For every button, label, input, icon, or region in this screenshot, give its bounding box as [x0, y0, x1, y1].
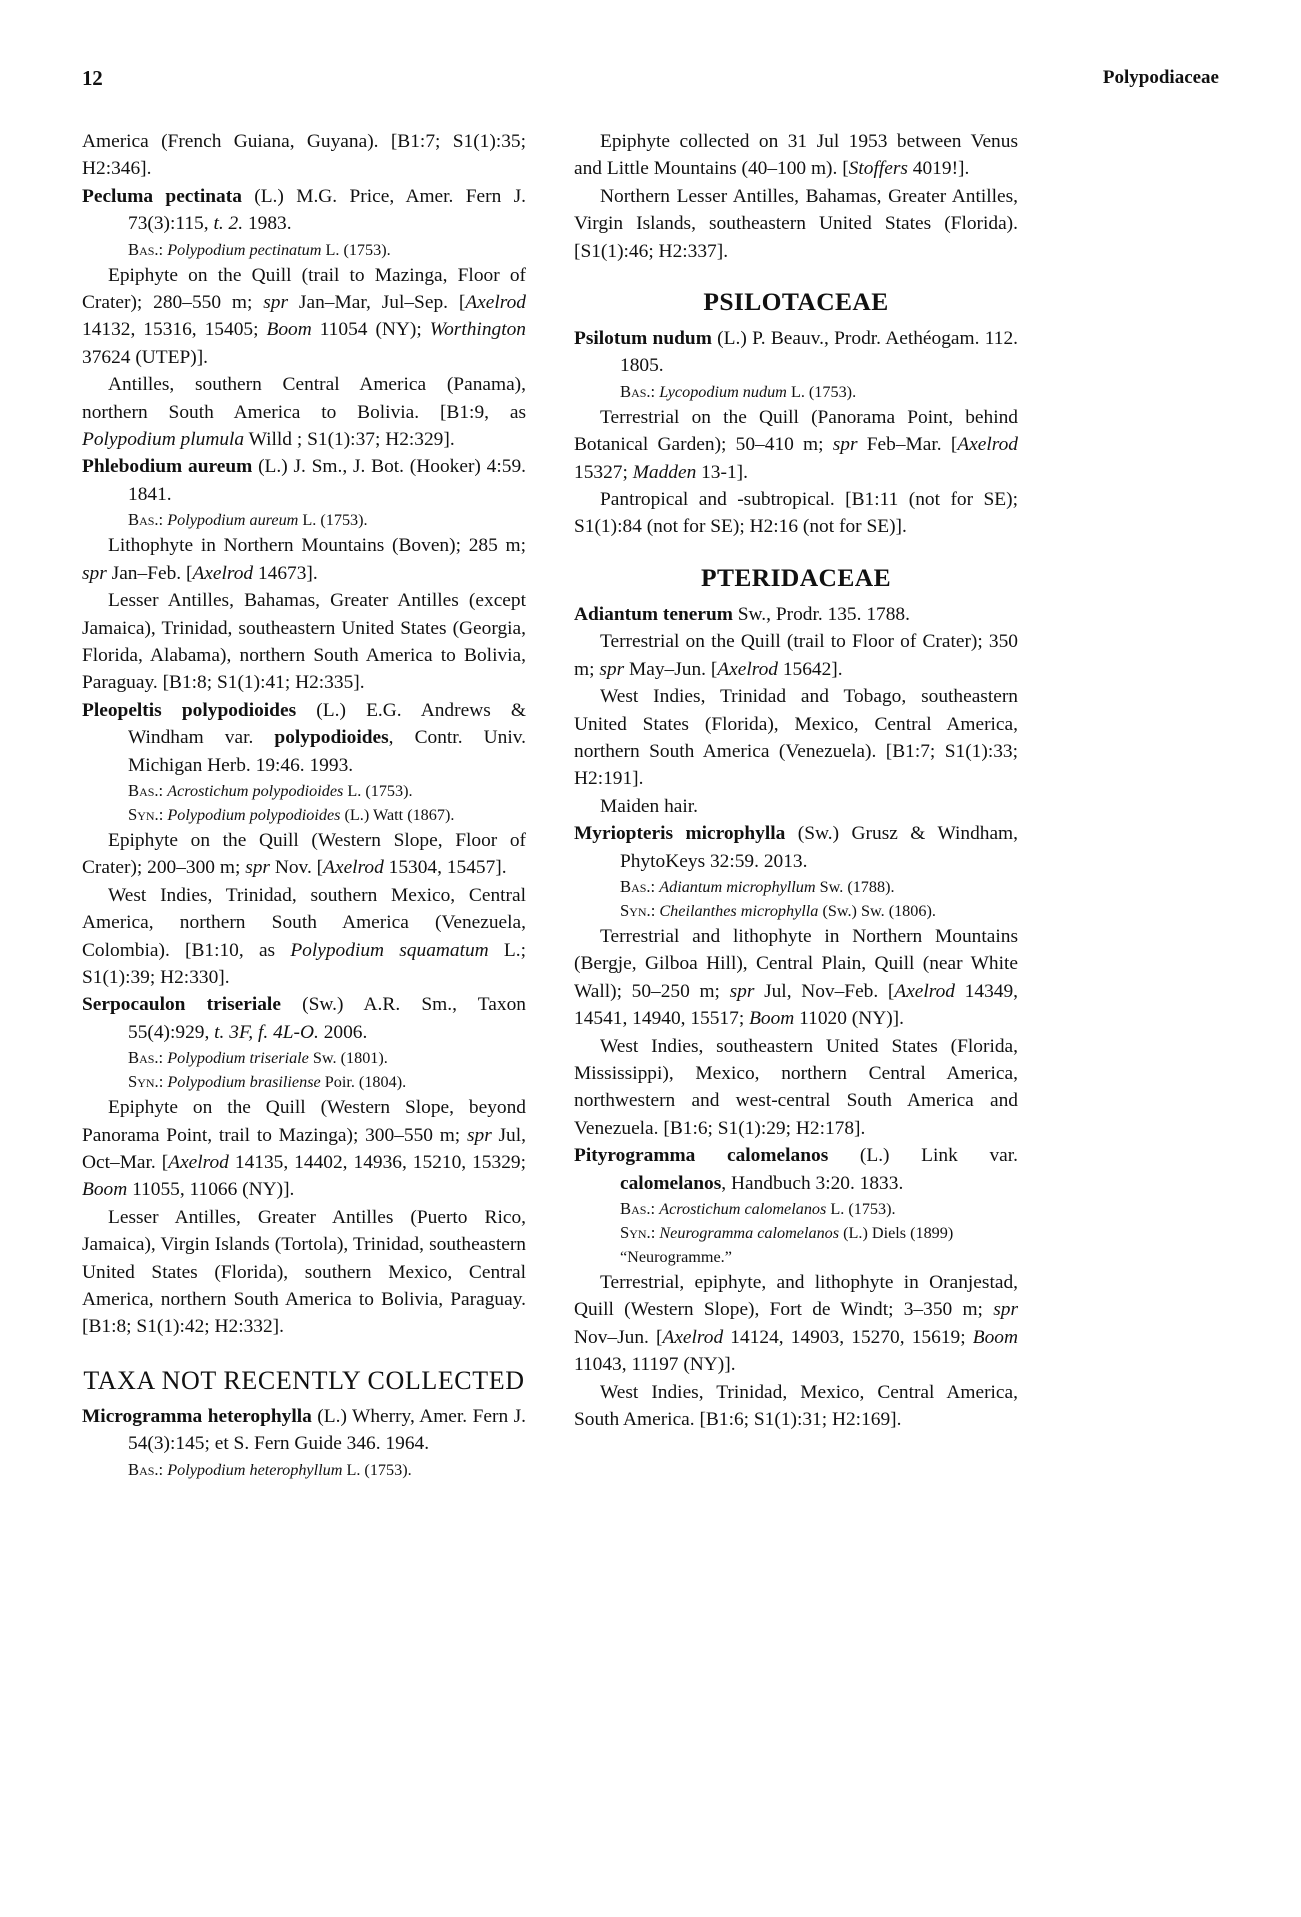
left-column: [82, 128, 526, 1482]
synonym-taxon: Polypodium pectinatum: [167, 240, 322, 259]
synonym-label: Bas.:: [128, 780, 164, 800]
family-heading: PSILOTACEAE: [703, 287, 889, 317]
synonym-label: Bas.:: [128, 510, 164, 530]
body-paragraph: Lesser Antilles, Bahamas, Greater Antilles (except Jamaica), Trinidad, southeastern United States (Georgia, Florida, Alabama), northern South America to Bolivia, Paraguay. [B1:8; S1(1):41; H2:335].: [82, 590, 526, 694]
body-paragraph: West Indies, Trinidad and Tobago, southeastern United States (Florida), Mexico, Central America, northern South America (Venezuela). [B1:7; S1(1):33; H2:191].: [574, 686, 1018, 790]
body-paragraph: Epiphyte on the Quill (Western Slope, beyond Panorama Point, trail to Mazinga); 300–550 m; spr Jul, Oct–Mar. [Axelrod 14135, 14402, 14936, 15210, 15329; Boom 11055, 11066 (NY)].: [82, 1097, 526, 1201]
body-paragraph: West Indies, southeastern United States (Florida, Mississippi), Mexico, northern Central America, northwestern and west-central South America and Venezuela. [B1:6; S1(1):29; H2:178].: [574, 1035, 1018, 1139]
synonym-line: Bas.: Lycopodium nudum L. (1753).: [620, 381, 857, 401]
running-head-title: Polypodiaceae: [1102, 67, 1219, 88]
page-number: 12: [82, 66, 103, 90]
body-paragraph: Pantropical and -subtropical. [B1:11 (not for SE); S1(1):84 (not for SE); H2:16 (not for SE)].: [574, 489, 1018, 538]
continuation-paragraph: America (French Guiana, Guyana). [B1:7; S1(1):35; H2:346].: [82, 131, 526, 180]
synonym-label: Bas.:: [128, 239, 164, 259]
synonym-line: Bas.: Acrostichum polypodioides L. (1753).: [128, 780, 413, 800]
synonym-taxon: Cheilanthes microphylla: [659, 901, 819, 920]
synonym-taxon: Acrostichum calomelanos: [659, 1200, 827, 1218]
synonym-line: Bas.: Acrostichum calomelanos L. (1753).: [620, 1199, 896, 1218]
species-name: Phlebodium aureum: [82, 456, 253, 478]
body-paragraph: Terrestrial and lithophyte in Northern Mountains (Bergje, Gilboa Hill), Central Plain, Quill (near White Wall); 50–250 m; spr Jul, Nov–Feb. [Axelrod 14349, 14541, 14940, 15517; Boom 11020 (NY)].: [574, 925, 1018, 1030]
synonym-line: Syn.: Neurogramma calomelanos (L.) Diels (1899) “Neurogramme.”: [620, 1223, 954, 1266]
species-entry: Pityrogramma calomelanos (L.) Link var. calomelanos, Handbuch 3:20. 1833.: [574, 1145, 1018, 1194]
species-name: Myriopteris microphylla: [574, 823, 786, 845]
synonym-line: Syn.: Polypodium polypodioides (L.) Watt (1867).: [128, 804, 455, 824]
synonym-line: Syn.: Cheilanthes microphylla (Sw.) Sw. (1806).: [620, 900, 936, 920]
body-paragraph: Lithophyte in Northern Mountains (Boven); 285 m; spr Jan–Feb. [Axelrod 14673].: [82, 535, 526, 584]
body-paragraph: Epiphyte on the Quill (trail to Mazinga, Floor of Crater); 280–550 m; spr Jan–Mar, Jul–Sep. [Axelrod 14132, 15316, 15405; Boom 11054 (NY); Worthington 37624 (UTEP)].: [82, 264, 526, 368]
synonym-taxon: Adiantum microphyllum: [659, 877, 816, 896]
species-name: Adiantum tenerum: [574, 603, 733, 625]
two-column-body: [82, 128, 1219, 1482]
synonym-taxon: Polypodium aureum: [167, 511, 299, 530]
species-entry: Pleopeltis polypodioides (L.) E.G. Andrews & Windham var. polypodioides, Contr. Univ. Michigan Herb. 19:46. 1993.: [82, 699, 527, 776]
synonym-taxon: Polypodium brasiliense: [167, 1073, 321, 1092]
synonym-label: Bas.:: [620, 1199, 656, 1218]
species-entry: Phlebodium aureum (L.) J. Sm., J. Bot. (Hooker) 4:59. 1841.: [82, 456, 526, 505]
species-entry: Pecluma pectinata (L.) M.G. Price, Amer. Fern J. 73(3):115, t. 2. 1983.: [82, 185, 526, 235]
family-heading: PTERIDACEAE: [700, 562, 891, 592]
running-head: [82, 68, 1219, 98]
synonym-label: Bas.:: [620, 876, 656, 896]
body-paragraph: Lesser Antilles, Greater Antilles (Puerto Rico, Jamaica), Virgin Islands (Tortola), Trinidad, southeastern United States (Florida), southern Mexico, Central America, northern South America to Bolivia, Paraguay. [B1:8; S1(1):42; H2:332].: [82, 1206, 526, 1338]
synonym-label: Bas.:: [620, 381, 656, 401]
synonym-taxon: Polypodium heterophyllum: [167, 1460, 343, 1479]
section-heading: TAXA NOT RECENTLY COLLECTED: [83, 1365, 525, 1395]
species-entry: Myriopteris microphylla (Sw.) Grusz & Windham, PhytoKeys 32:59. 2013.: [574, 823, 1018, 872]
synonym-label: Bas.:: [128, 1048, 164, 1068]
body-paragraph: Terrestrial, epiphyte, and lithophyte in Oranjestad, Quill (Western Slope), Fort de Windt; 3–350 m; spr Nov–Jun. [Axelrod 14124, 14903, 15270, 15619; Boom 11043, 11197 (NY)].: [574, 1272, 1018, 1376]
body-paragraph: West Indies, Trinidad, southern Mexico, Central America, northern South America (Venezuela, Colombia). [B1:10, as Polypodium squamatum L.; S1(1):39; H2:330].: [82, 884, 526, 988]
body-paragraph: Terrestrial on the Quill (Panorama Point, behind Botanical Garden); 50–410 m; spr Feb–Mar. [Axelrod 15327; Madden 13-1].: [574, 406, 1018, 483]
synonym-line: Bas.: Polypodium pectinatum L. (1753).: [128, 239, 391, 259]
synonym-taxon: Polypodium triseriale: [167, 1049, 309, 1068]
species-entry: Psilotum nudum (L.) P. Beauv., Prodr. Aethéogam. 112. 1805.: [574, 328, 1018, 377]
synonym-taxon: Polypodium polypodioides: [167, 805, 341, 824]
body-paragraph: Epiphyte on the Quill (Western Slope, Floor of Crater); 200–300 m; spr Nov. [Axelrod 15304, 15457].: [82, 829, 526, 879]
synonym-line: Syn.: Polypodium brasiliense Poir. (1804).: [128, 1072, 407, 1092]
synonym-taxon: Neurogramma calomelanos: [659, 1224, 840, 1242]
synonym-label: Syn.:: [620, 1223, 656, 1242]
species-name: Microgramma heterophylla: [82, 1405, 312, 1427]
synonym-line: Bas.: Polypodium aureum L. (1753).: [128, 510, 368, 530]
species-entry: Serpocaulon triseriale (Sw.) A.R. Sm., Taxon 55(4):929, t. 3F, f. 4L-O. 2006.: [82, 994, 526, 1043]
species-name: Pleopeltis polypodioides: [82, 699, 297, 721]
species-name: Pecluma pectinata: [82, 185, 242, 207]
right-column: [574, 128, 1018, 1482]
synonym-label: Syn.:: [620, 900, 656, 920]
synonym-line: Bas.: Adiantum microphyllum Sw. (1788).: [620, 876, 895, 896]
synonym-label: Bas.:: [128, 1459, 164, 1479]
body-paragraph: Antilles, southern Central America (Panama), northern South America to Bolivia. [B1:9, as Polypodium plumula Willd ; S1(1):37; H2:329].: [82, 374, 526, 451]
species-name: Pityrogramma calomelanos: [574, 1145, 829, 1167]
body-paragraph: Epiphyte collected on 31 Jul 1953 between Venus and Little Mountains (40–100 m). [Stoffers 4019!].: [574, 131, 1018, 180]
synonym-label: Syn.:: [128, 1072, 164, 1092]
body-paragraph: Terrestrial on the Quill (trail to Floor of Crater); 350 m; spr May–Jun. [Axelrod 15642].: [574, 631, 1018, 680]
synonym-taxon: Acrostichum polypodioides: [167, 781, 344, 800]
species-name: Psilotum nudum: [574, 328, 712, 350]
synonym-line: Bas.: Polypodium heterophyllum L. (1753).: [128, 1459, 412, 1479]
body-paragraph: Maiden hair.: [600, 795, 699, 817]
species-entry: Microgramma heterophylla (L.) Wherry, Amer. Fern J. 54(3):145; et S. Fern Guide 346. 1964.: [82, 1405, 526, 1455]
species-name: Serpocaulon triseriale: [82, 994, 281, 1016]
body-paragraph: Northern Lesser Antilles, Bahamas, Greater Antilles, Virgin Islands, southeastern United States (Florida). [S1(1):46; H2:337].: [574, 185, 1018, 262]
synonym-line: Bas.: Polypodium triseriale Sw. (1801).: [128, 1048, 388, 1068]
species-entry: Adiantum tenerum Sw., Prodr. 135. 1788.: [574, 603, 910, 625]
synonym-taxon: Lycopodium nudum: [659, 382, 787, 401]
synonym-label: Syn.:: [128, 804, 164, 824]
body-paragraph: West Indies, Trinidad, Mexico, Central America, South America. [B1:6; S1(1):31; H2:169].: [574, 1381, 1018, 1431]
